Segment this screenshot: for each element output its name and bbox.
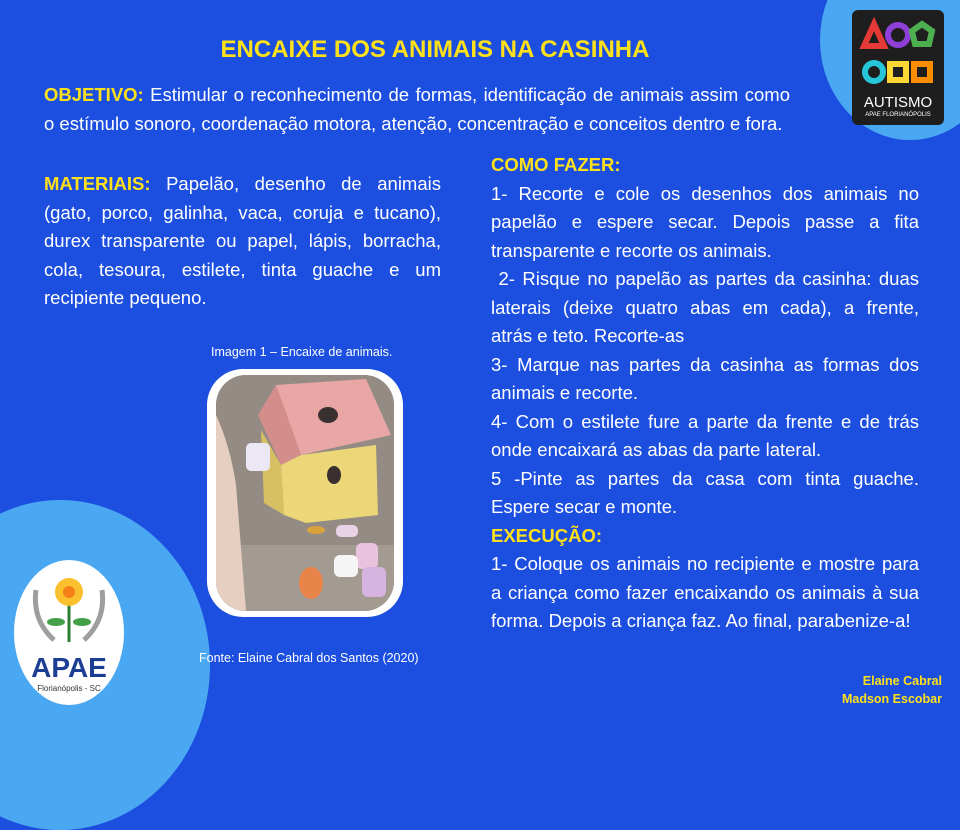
como-fazer-label: COMO FAZER: — [491, 154, 621, 175]
image-caption: Imagem 1 – Encaixe de animais. — [211, 345, 393, 359]
animal-house-illustration-icon — [216, 375, 394, 611]
apae-logo — [14, 560, 124, 705]
objetivo-paragraph — [44, 81, 790, 138]
como-fazer-step-3: 3- Marque nas partes da casinha as formas dos animais e recorte. — [491, 353, 919, 403]
como-fazer-step-4: 4- Com o estilete fure a parte da frente e de trás onde encaixará as abas da parte lateral. — [491, 410, 919, 460]
execucao-text: 1- Coloque os animais no recipiente e mostre para a criança como fazer encaixando os animais à sua forma. Depois a criança faz. Ao final, parabenize-a! — [491, 553, 919, 631]
como-fazer-step-2: 2- Risque no papelão as partes da casinha: duas laterais (deixe quatro abas em cada), a frente, atrás e teto. Recorte-as — [491, 268, 930, 346]
execucao-label: EXECUÇÃO: — [491, 524, 603, 546]
credit-author-2: Madson Escobar — [841, 692, 942, 706]
materiais-paragraph — [44, 170, 441, 313]
autismo-logo — [852, 10, 944, 125]
apae-logo-subtext: Florianópolis - SC — [37, 684, 101, 693]
apae-logo-text: APAE — [31, 652, 107, 683]
como-fazer-section — [491, 151, 930, 636]
credits — [842, 672, 942, 708]
credit-author-1: Elaine Cabral — [862, 674, 942, 688]
como-fazer-step-5: 5 -Pinte as partes da casa com tinta guache. Espere secar e monte. — [491, 467, 919, 517]
como-fazer-step-1: 1- Recorte e cole os desenhos dos animais no papelão e espere secar. Depois passe a fita transparente e recorte os animais. — [491, 182, 919, 261]
apae-flower-hands-icon — [14, 560, 124, 650]
image-source: Fonte: Elaine Cabral dos Santos (2020) — [199, 651, 419, 665]
objetivo-text: Estimular o reconhecimento de formas, identificação de animais assim como o estímulo sonoro, coordenação motora, atenção, concentração e conceitos dentro e fora. — [44, 84, 790, 134]
objetivo-label: OBJETIVO: — [44, 84, 144, 105]
photo-frame — [207, 369, 403, 617]
animal-house-photo — [216, 375, 394, 611]
page-title: ENCAIXE DOS ANIMAIS NA CASINHA — [220, 36, 650, 63]
autismo-logo-subtext: APAE FLORIANÓPOLIS — [865, 112, 931, 118]
materiais-text: Papelão, desenho de animais (gato, porco, galinha, vaca, coruja e tucano), durex transparente ou papel, lápis, borracha, cola, tesoura, estilete, tinta guache e um recipiente pequeno. — [44, 173, 441, 308]
materiais-label: MATERIAIS: — [44, 173, 151, 194]
autismo-logo-text: AUTISMO — [863, 94, 933, 111]
